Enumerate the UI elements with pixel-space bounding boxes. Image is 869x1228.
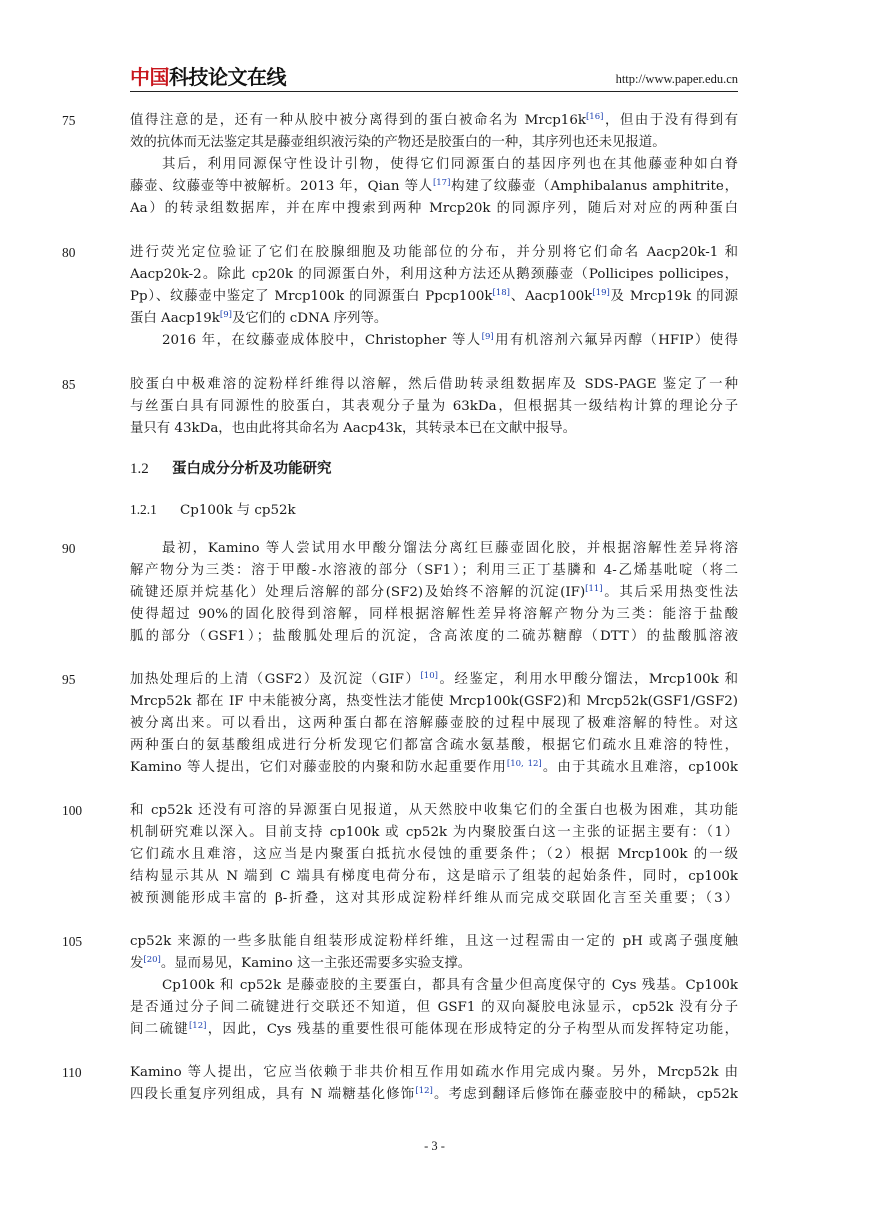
line-number: 85: [62, 377, 76, 392]
text-line: 四段长重复序列组成，具有 N 端糖基化修饰[12]。考虑到翻译后修饰在藤壶胶中的稀缺，cp52k: [130, 1086, 738, 1102]
text-line: 其后，利用同源保守性设计引物，使得它们同源蛋白的基因序列也在其他藤壶种如白脊: [162, 157, 738, 172]
text-line: 是否通过分子间二硫键进行交联还不知道，但 GSF1 的双向凝胶电泳显示，cp52k 没有分子: [130, 1000, 738, 1015]
text-line: 与丝蛋白具有同源性的胶蛋白，其表观分子量为 63kDa，但根据其一级结构计算的理论分子: [130, 399, 738, 414]
citation[interactable]: [16]: [585, 112, 604, 122]
text-line: 进行荧光定位验证了它们在胶腺细胞及功能部位的分布，并分别将它们命名 Aacp20k-1 和: [130, 245, 738, 260]
text-line: 机制研究难以深入。目前支持 cp100k 或 cp52k 为内聚胶蛋白这一主张的证据主要有：（1）: [130, 825, 738, 840]
text-line: cp52k 来源的一些多肽能自组装形成淀粉样纤维，且这一过程需由一定的 pH 或离子强度触: [130, 934, 738, 949]
site-logo: 中国科技论文在线: [130, 65, 286, 89]
text-line: 值得注意的是，还有一种从胶中被分离得到的蛋白被命名为 Mrcp16k[16]，但由于没有得到有: [130, 112, 738, 128]
text-line: 两种蛋白的氨基酸组成进行分析发现它们都富含疏水氨基酸，根据它们疏水且难溶的特性，: [130, 738, 738, 753]
text-line: 解产物分为三类：溶于甲酸-水溶液的部分（SF1）；利用三正丁基膦和 4-乙烯基吡啶（将二: [130, 563, 738, 578]
citation[interactable]: [12]: [188, 1021, 207, 1031]
text-line: Aacp20k-2。除此 cp20k 的同源蛋白外，利用这种方法还从鹅颈藤壶（Pollicipes pollicipes，: [130, 267, 738, 282]
line-number: 95: [62, 672, 76, 687]
section-heading: 1.2 蛋白成分分析及功能研究: [130, 461, 332, 477]
citation[interactable]: [10]: [420, 671, 438, 681]
text-line: 藤壶、纹藤壶等中被解析。2013 年，Qian 等人[17]构建了纹藤壶（Amphibalanus amphitrite，: [130, 178, 738, 194]
text-line: 加热处理后的上清（GSF2）及沉淀（GIF）[10]。经鉴定，利用水甲酸分馏法，Mrcp100k 和: [130, 671, 738, 687]
text-line: 和 cp52k 还没有可溶的异源蛋白见报道，从天然胶中收集它们的全蛋白也极为困难，其功能: [130, 803, 738, 818]
text-line: Kamino 等人提出，它们对藤壶胶的内聚和防水起重要作用[10, 12]。由于其疏水且难溶，cp100k: [130, 759, 738, 775]
citation[interactable]: [12]: [415, 1086, 433, 1096]
line-number: 105: [62, 934, 83, 949]
text-line: 结构显示其从 N 端到 C 端具有梯度电荷分布，这是暗示了组装的起始条件，同时，cp100k: [130, 869, 738, 884]
citation[interactable]: [19]: [592, 288, 610, 298]
text-line: 发[20]。显而易见，Kamino 这一主张还需要多实验支撑。: [130, 955, 472, 971]
page-header: [130, 64, 738, 90]
header-url[interactable]: http://www.paper.edu.cn: [615, 72, 738, 86]
text-line: Kamino 等人提出，它应当依赖于非共价相互作用如疏水作用完成内聚。另外，Mrcp52k 由: [130, 1065, 738, 1080]
text-line: 胍的部分（GSF1）；盐酸胍处理后的沉淀，含高浓度的二硫苏糖醇（DTT）的盐酸胍溶液: [130, 629, 738, 644]
subsection-heading: 1.2.1 Cp100k 与 cp52k: [130, 502, 296, 518]
line-number: 110: [62, 1065, 82, 1080]
citation[interactable]: [20]: [143, 955, 161, 965]
text-line: Mrcp52k 都在 IF 中未能被分离，热变性法才能使 Mrcp100k(GSF2)和 Mrcp52k(GSF1/GSF2): [130, 694, 738, 709]
line-number: 75: [62, 113, 76, 128]
citation[interactable]: [17]: [432, 178, 451, 188]
text-line: 2016 年，在纹藤壶成体胶中，Christopher 等人[9]用有机溶剂六氟异丙醇（HFIP）使得: [162, 332, 738, 348]
citation[interactable]: [9]: [219, 310, 232, 320]
line-number: 80: [62, 245, 76, 260]
citation[interactable]: [18]: [492, 288, 510, 298]
citation[interactable]: [10, 12]: [506, 759, 542, 769]
text-line: Pp）、纹藤壶中鉴定了 Mrcp100k 的同源蛋白 Ppcp100k[18]、Aacp100k[19]及 Mrcp19k 的同源: [130, 288, 738, 304]
text-line: 间二硫键[12]，因此，Cys 残基的重要性很可能体现在形成特定的分子构型从而发挥特定功能，: [130, 1021, 738, 1037]
citation[interactable]: [11]: [585, 584, 603, 594]
line-number: 100: [62, 803, 83, 818]
header-rule: [130, 91, 738, 92]
text-line: 硫键还原并烷基化）处理后溶解的部分(SF2)及始终不溶解的沉淀(IF)[11]。其后采用热变性法: [130, 584, 738, 600]
text-line: 被分离出来。可以看出，这两种蛋白都在溶解藤壶胶的过程中展现了极难溶解的特性。对这: [130, 716, 738, 731]
text-line: 被预测能形成丰富的 β-折叠，这对其形成淀粉样纤维从而完成交联固化言至关重要；（3）: [130, 891, 738, 906]
text-line: Cp100k 和 cp52k 是藤壶胶的主要蛋白，都具有含量少但高度保守的 Cys 残基。Cp100k: [162, 978, 738, 993]
text-line: 最初，Kamino 等人尝试用水甲酸分馏法分离红巨藤壶固化胶，并根据溶解性差异将溶: [162, 541, 738, 556]
text-line: 蛋白 Aacp19k[9]及它们的 cDNA 序列等。: [130, 310, 388, 326]
line-number: 90: [62, 541, 76, 556]
text-line: 量只有 43kDa，也由此将其命名为 Aacp43k，其转录本已在文献中报导。: [130, 421, 577, 436]
page-number: - 3 -: [424, 1139, 445, 1153]
text-line: 它们疏水且难溶，这应当是内聚蛋白抵抗水侵蚀的重要条件；（2）根据 Mrcp100k 的一级: [130, 847, 738, 862]
text-line: 胶蛋白中极难溶的淀粉样纤维得以溶解，然后借助转录组数据库及 SDS-PAGE 鉴定了一种: [130, 377, 738, 392]
citation[interactable]: [9]: [481, 332, 494, 342]
text-line: 使得超过 90%的固化胶得到溶解，同样根据溶解性差异将溶解产物分为三类：能溶于盐酸: [130, 607, 738, 622]
text-line: Aa）的转录组数据库，并在库中搜索到两种 Mrcp20k 的同源序列，随后对对应的两种蛋白: [130, 201, 738, 216]
text-line: 效的抗体而无法鉴定其是藤壶组织液污染的产物还是胶蛋白的一种，其序列也还未见报道。: [130, 135, 666, 150]
